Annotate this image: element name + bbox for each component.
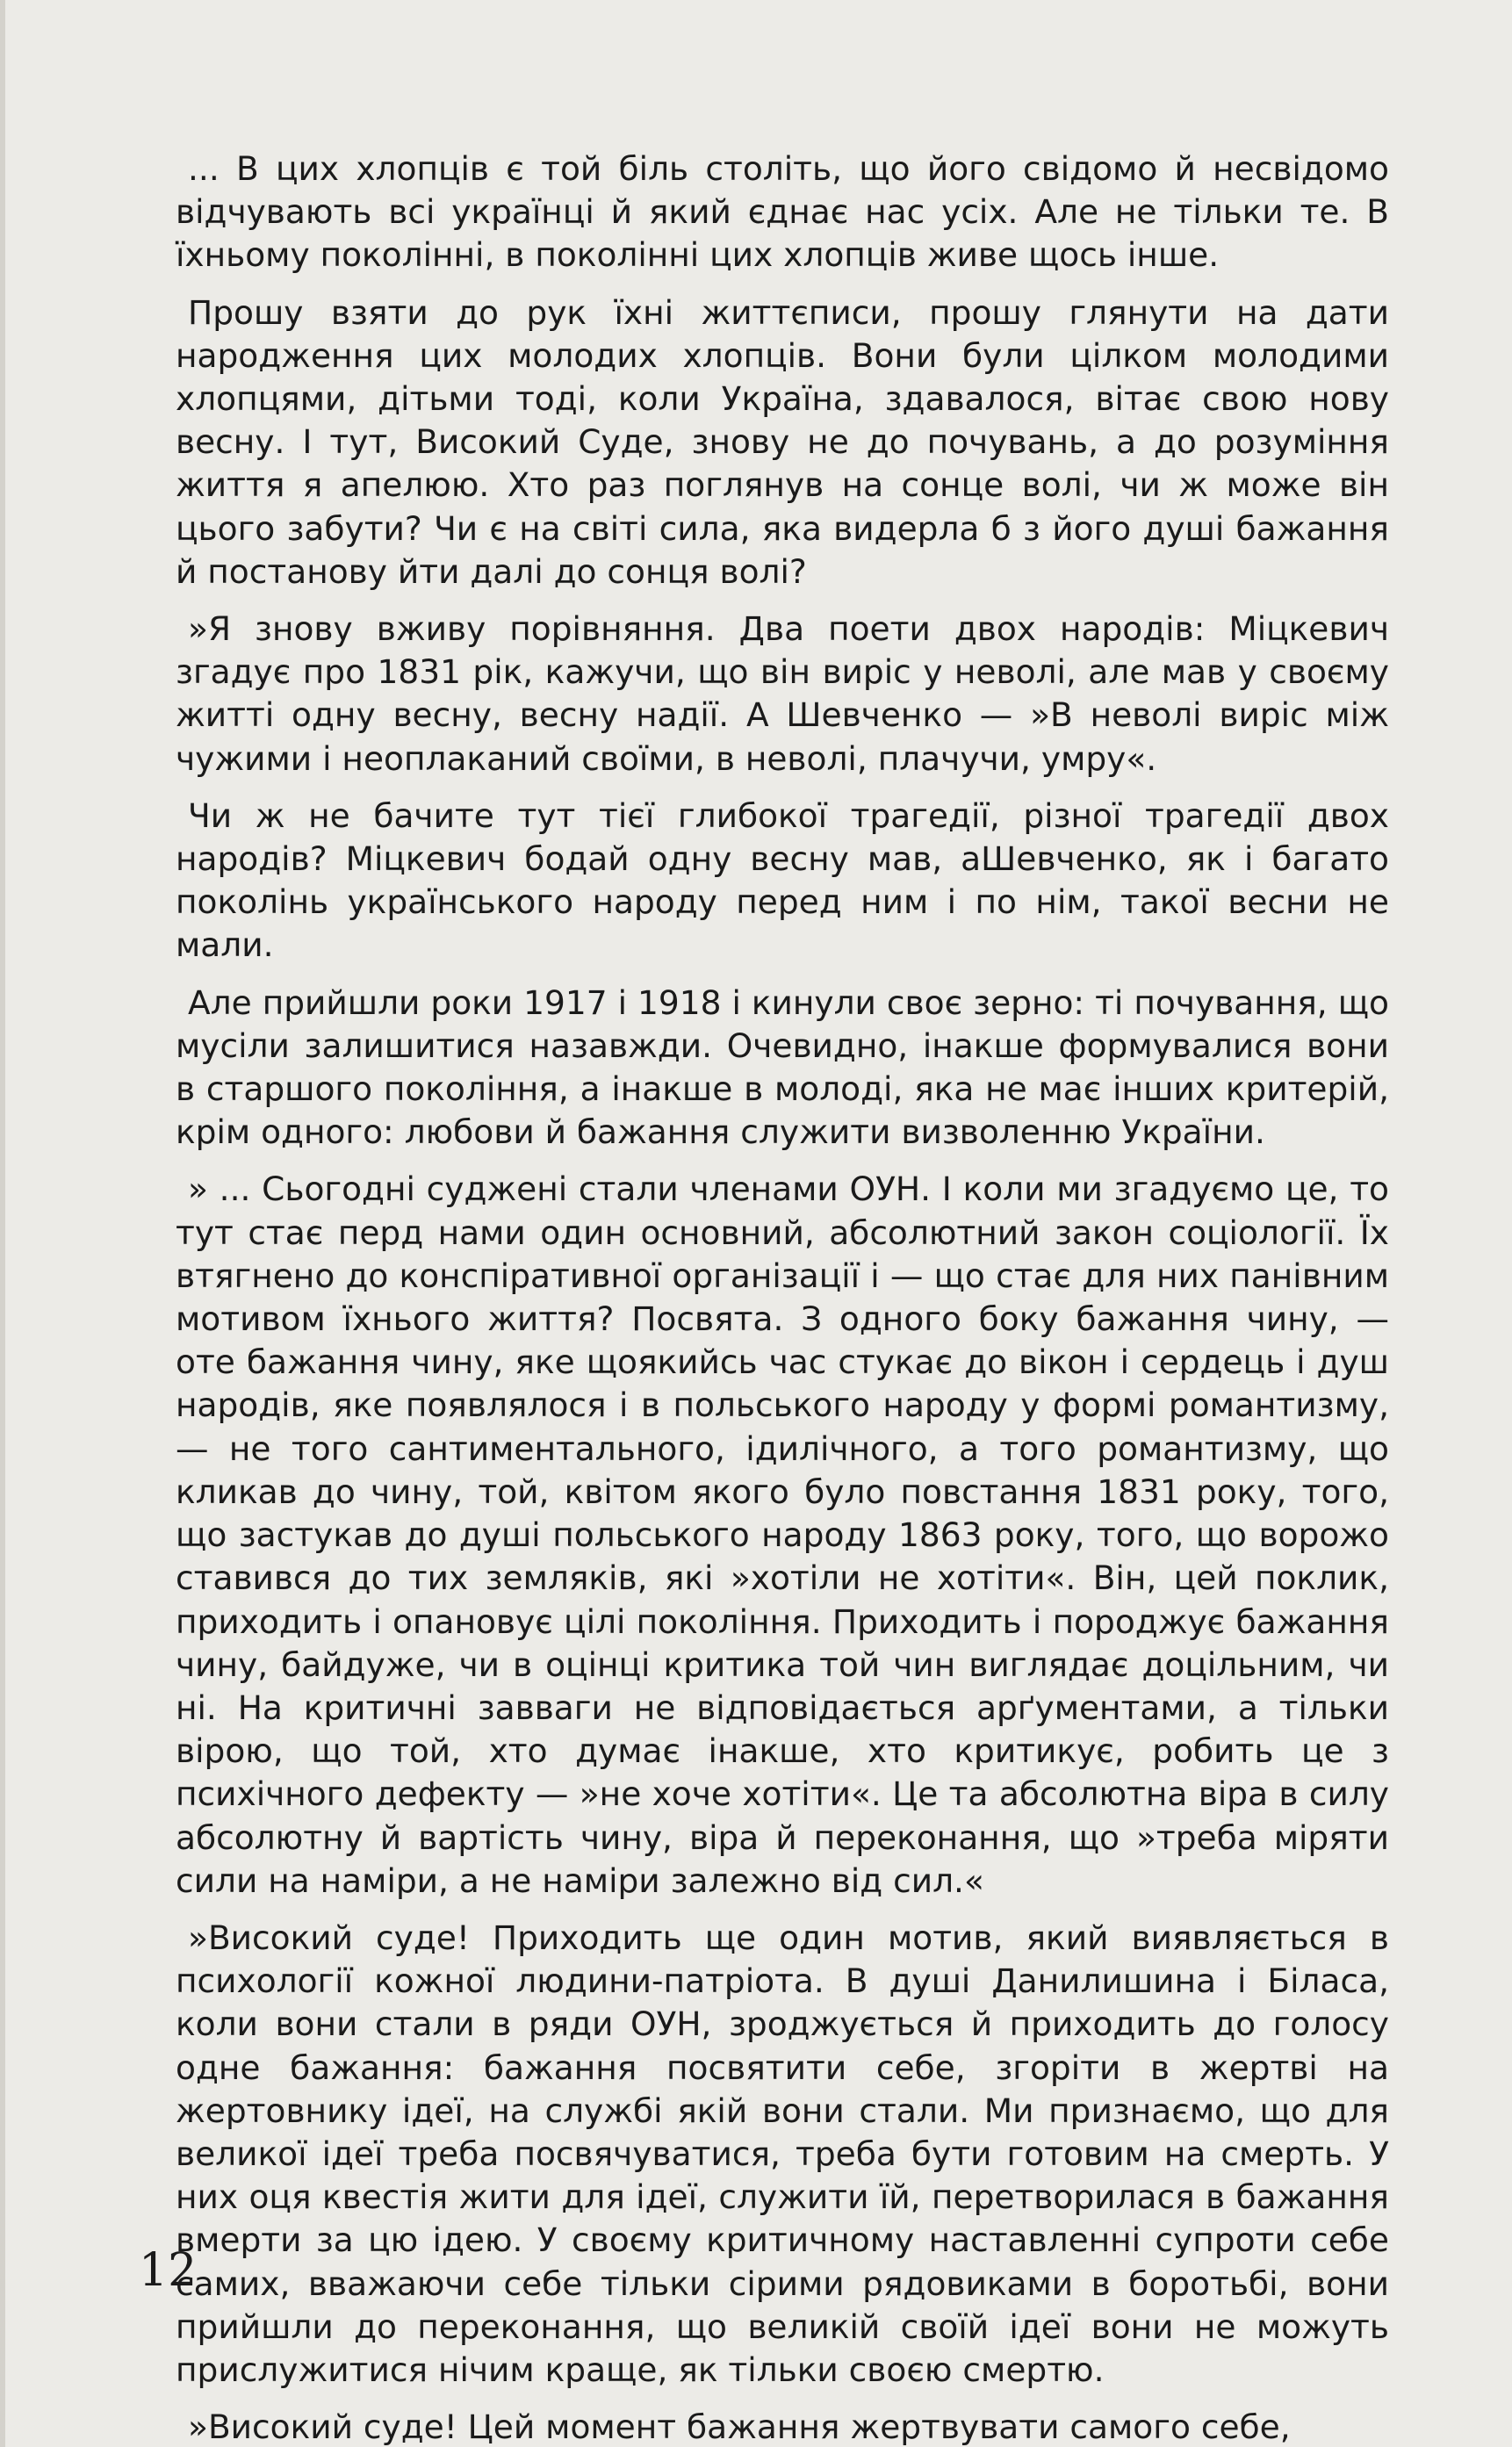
body-text xyxy=(176,148,1389,2447)
paragraph-4: Чи ж не бачите тут тієї глибокої трагедії, різної трагедії двох народів? Міцкевич бодай одну весну мав, аШевченко, як і багато поколінь українського народу перед ним і по нім, такої весни не мали. xyxy=(176,795,1389,965)
page-number: 12 xyxy=(139,2244,198,2297)
paragraph-6: » ... Сьогодні суджені стали членами ОУН. І коли ми згадуємо це, то тут стає перд нами один основний, абсолютний закон соціології. Їх втягнено до конспіративної організації і — що стає для них панівним мотивом їхнього життя? Посвята. З одного боку бажання чину, — оте бажання чину, яке щоякийсь час стукає до вікон і сердець і душ народів, яке появлялося і в польського народу у формі романтизму, — не того сантиментального, ідилічного, а того романтизму, що кликав до чину, той, квітом якого було повстання 1831 року, того, що застукав до душі польського народу 1863 року, того, що ворожо ставився до тих земляків, які »хотіли не хотіти«. Він, цей поклик, приходить і опановує цілі покоління. Приходить і породжує бажання чину, байдуже, чи в оцінці критика той чин виглядає доцільним, чи ні. На критичні завваги не відповідається арґументами, а тільки вірою, що той, хто думає інакше, хто критикує, робить це з психічного дефекту — »не хоче хотіти«. Це та абсолютна віра в силу абсолютну й вартість чину, віра й переконання, що »треба міряти сили на наміри, а не наміри залежно від сил.« xyxy=(176,1170,1389,1900)
page-edge-shadow xyxy=(0,0,5,2447)
paragraph-5: Але прийшли роки 1917 і 1918 і кинули своє зерно: ті почування, що мусіли залишитися назавжди. Очевидно, інакше формувалися вони в старшого покоління, а інакше в молоді, яка не має інших критерій, крім одного: любови й бажання служити визволенню України. xyxy=(176,982,1389,1152)
paragraph-8: »Високий суде! Цей момент бажання жертвувати самого себе, xyxy=(188,2407,1291,2447)
paragraph-3: »Я знову вживу порівняння. Два поети двох народів: Міцкевич згадує про 1831 рік, кажучи, що він виріс у неволі, але мав у своєму житті одну весну, весну надії. А Шевченко — »В неволі виріс між чужими і неоплаканий своїми, в неволі, плачучи, умру«. xyxy=(176,609,1389,778)
paragraph-1: ... В цих хлопців є той біль століть, що його свідомо й несвідомо відчувають всі українці й який єднає нас усіх. Але не тільки те. В їхньому поколінні, в поколінні цих хлопців живе щось інше. xyxy=(176,149,1389,275)
paragraph-7: »Високий суде! Приходить ще один мотив, який виявляється в психології кожної людини-патріота. В душі Данилишина і Біласа, коли вони стали в ряди ОУН, зроджується й приходить до голосу одне бажання: бажання посвятити себе, згоріти в жертві на жертовнику ідеї, на службі якій вони стали. Ми признаємо, що для великої ідеї треба посвячуватися, треба бути готовим на смерть. У них оця квестія жити для ідеї, служити їй, перетворилася в бажання вмерти за цю ідею. У своєму критичному наставленні супроти себе самих, вважаючи себе тільки сірими рядовиками в боротьбі, вони прийшли до переконання, що великій своїй ідеї вони не можуть прислужитися нічим краще, як тільки своєю смертю. xyxy=(176,1918,1389,2389)
paragraph-2: Прошу взяти до рук їхні життєписи, прошу глянути на дати народження цих молодих хлопців. Вони були цілком молодими хлопцями, дітьми тоді, коли Україна, здавалося, вітає свою нову весну. І тут, Високий Суде, знову не до почувань, а до розуміння життя я апелюю. Хто раз поглянув на сонце волі, чи ж може він цього забути? Чи є на світі сила, яка видерла б з його душі бажання й постанову йти далі до сонця волі? xyxy=(176,292,1389,591)
